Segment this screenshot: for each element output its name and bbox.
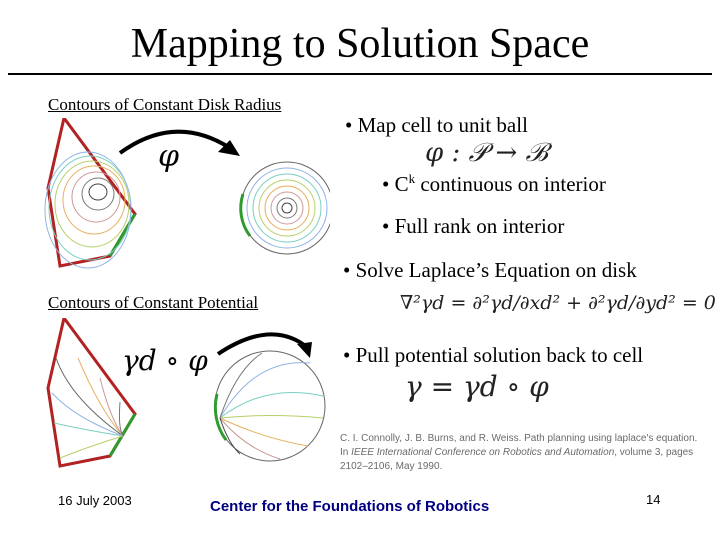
potential-figure bbox=[40, 318, 330, 473]
ck-prefix: • C bbox=[382, 172, 409, 196]
bullet-pull-back: • Pull potential solution back to cell bbox=[343, 343, 644, 367]
ck-suffix: continuous on interior bbox=[415, 172, 606, 196]
polygon-cell bbox=[45, 118, 135, 268]
gamma-compose-phi: γd ∘ φ bbox=[122, 344, 208, 377]
disk-potential bbox=[215, 351, 325, 461]
potential-contours-label: Contours of Constant Potential bbox=[48, 293, 259, 312]
unit-disk bbox=[241, 162, 330, 254]
slide-title: Mapping to Solution Space bbox=[130, 21, 590, 67]
polygon-cell-potential bbox=[48, 318, 135, 466]
citation bbox=[340, 432, 700, 474]
bullet-ck-continuous bbox=[382, 171, 606, 197]
bullet-map-cell: • Map cell to unit ball bbox=[345, 113, 528, 137]
phi-symbol: φ bbox=[158, 139, 180, 174]
radius-contours-label: Contours of Constant Disk Radius bbox=[48, 95, 282, 114]
equation-laplace: ∇²γd = ∂²γd/∂xd² + ∂²γd/∂yd² = 0 bbox=[400, 292, 716, 314]
equation-map: φ : 𝒫 → ℬ bbox=[425, 138, 548, 168]
footer-center-text: Center for the Foundations of Robotics bbox=[210, 498, 490, 515]
footer-date: 16 July 2003 bbox=[58, 493, 132, 508]
title-divider bbox=[8, 73, 712, 75]
citation-venue: IEEE International Conference on Robotics and Automation bbox=[351, 447, 615, 458]
page-number: 14 bbox=[646, 492, 661, 507]
arrow-head bbox=[297, 342, 312, 358]
equation-pull: γ = γd ∘ φ bbox=[405, 370, 549, 403]
bullet-full-rank: • Full rank on interior bbox=[382, 214, 565, 238]
citation-authors: C. I. Connolly, J. B. Burns, and R. Weiss. Path planning using laplace's equation. In bbox=[340, 433, 698, 458]
disk-radius-figure bbox=[40, 118, 330, 283]
ck-superscript: k bbox=[408, 171, 416, 186]
bullet-solve-laplace: • Solve Laplace’s Equation on disk bbox=[343, 258, 637, 282]
citation-rest: , volume 3, pages 2102–2106, May 1990. bbox=[340, 447, 694, 472]
